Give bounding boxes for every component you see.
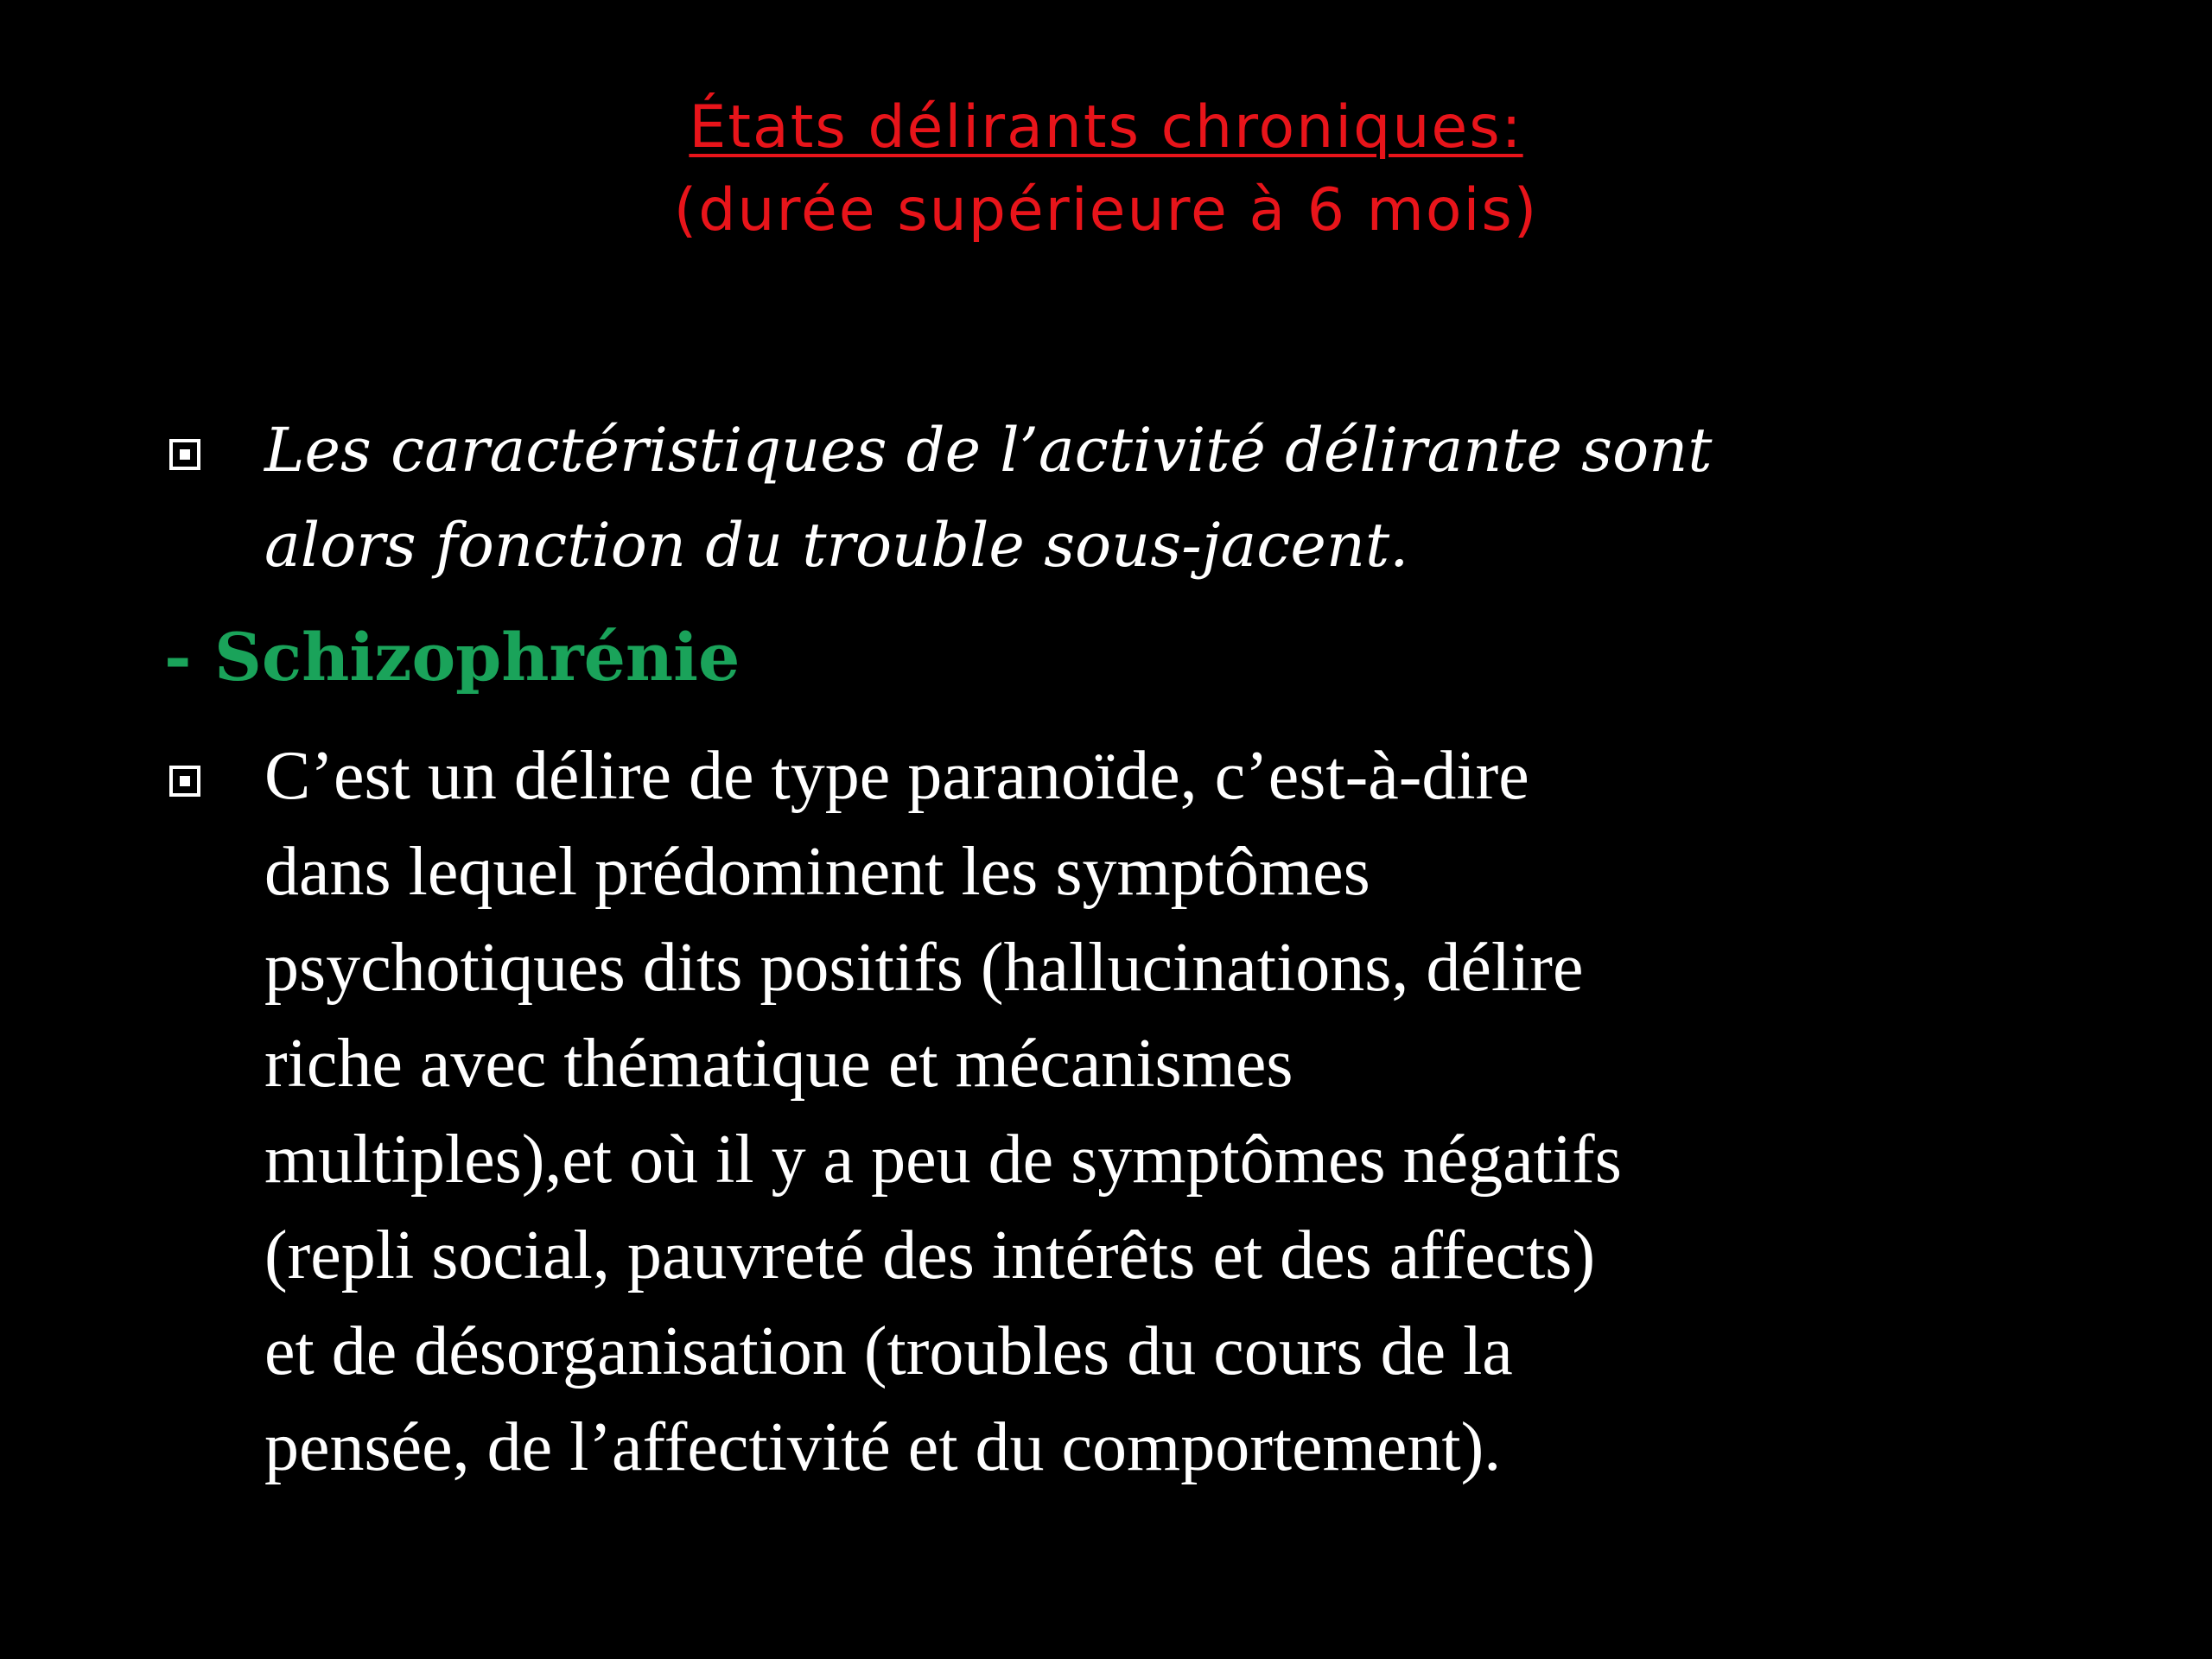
bullet-2-line-2: dans lequel prédominent les symptômes bbox=[264, 834, 1370, 910]
bullet-2-line-3: psychotiques dits positifs (hallucinations, délire bbox=[264, 930, 1584, 1006]
bullet-2-line-4: riche avec thématique et mécanismes bbox=[264, 1026, 1294, 1102]
checkbox-square-icon bbox=[169, 439, 200, 470]
bullet-2-line-6: (repli social, pauvreté des intérêts et des affects) bbox=[264, 1217, 1596, 1294]
bullet-1-line-2: alors fonction du trouble sous-jacent. bbox=[264, 510, 1409, 581]
bullet-1-text bbox=[264, 403, 1993, 593]
bullet-2-line-1: C’est un délire de type paranoïde, c’est-à-dire bbox=[264, 738, 1529, 814]
title-line-1: États délirants chroniques: bbox=[689, 93, 1523, 162]
bullet-2-line-7: et de désorganisation (troubles du cours de la bbox=[264, 1313, 1513, 1389]
bullet-1-line-1: Les caractéristiques de l’activité délirante sont bbox=[264, 415, 1713, 486]
checkbox-square-icon bbox=[169, 766, 200, 797]
section-heading: - Schizophrénie bbox=[164, 619, 741, 696]
bullet-2-line-8: pensée, de l’affectivité et du comportement). bbox=[264, 1409, 1502, 1485]
bullet-2-text bbox=[264, 728, 2165, 1496]
title-line-2: (durée supérieure à 6 mois) bbox=[673, 176, 1539, 245]
bullet-2-line-5: multiples),et où il y a peu de symptômes négatifs bbox=[264, 1122, 1622, 1198]
slide-title bbox=[0, 86, 2212, 252]
